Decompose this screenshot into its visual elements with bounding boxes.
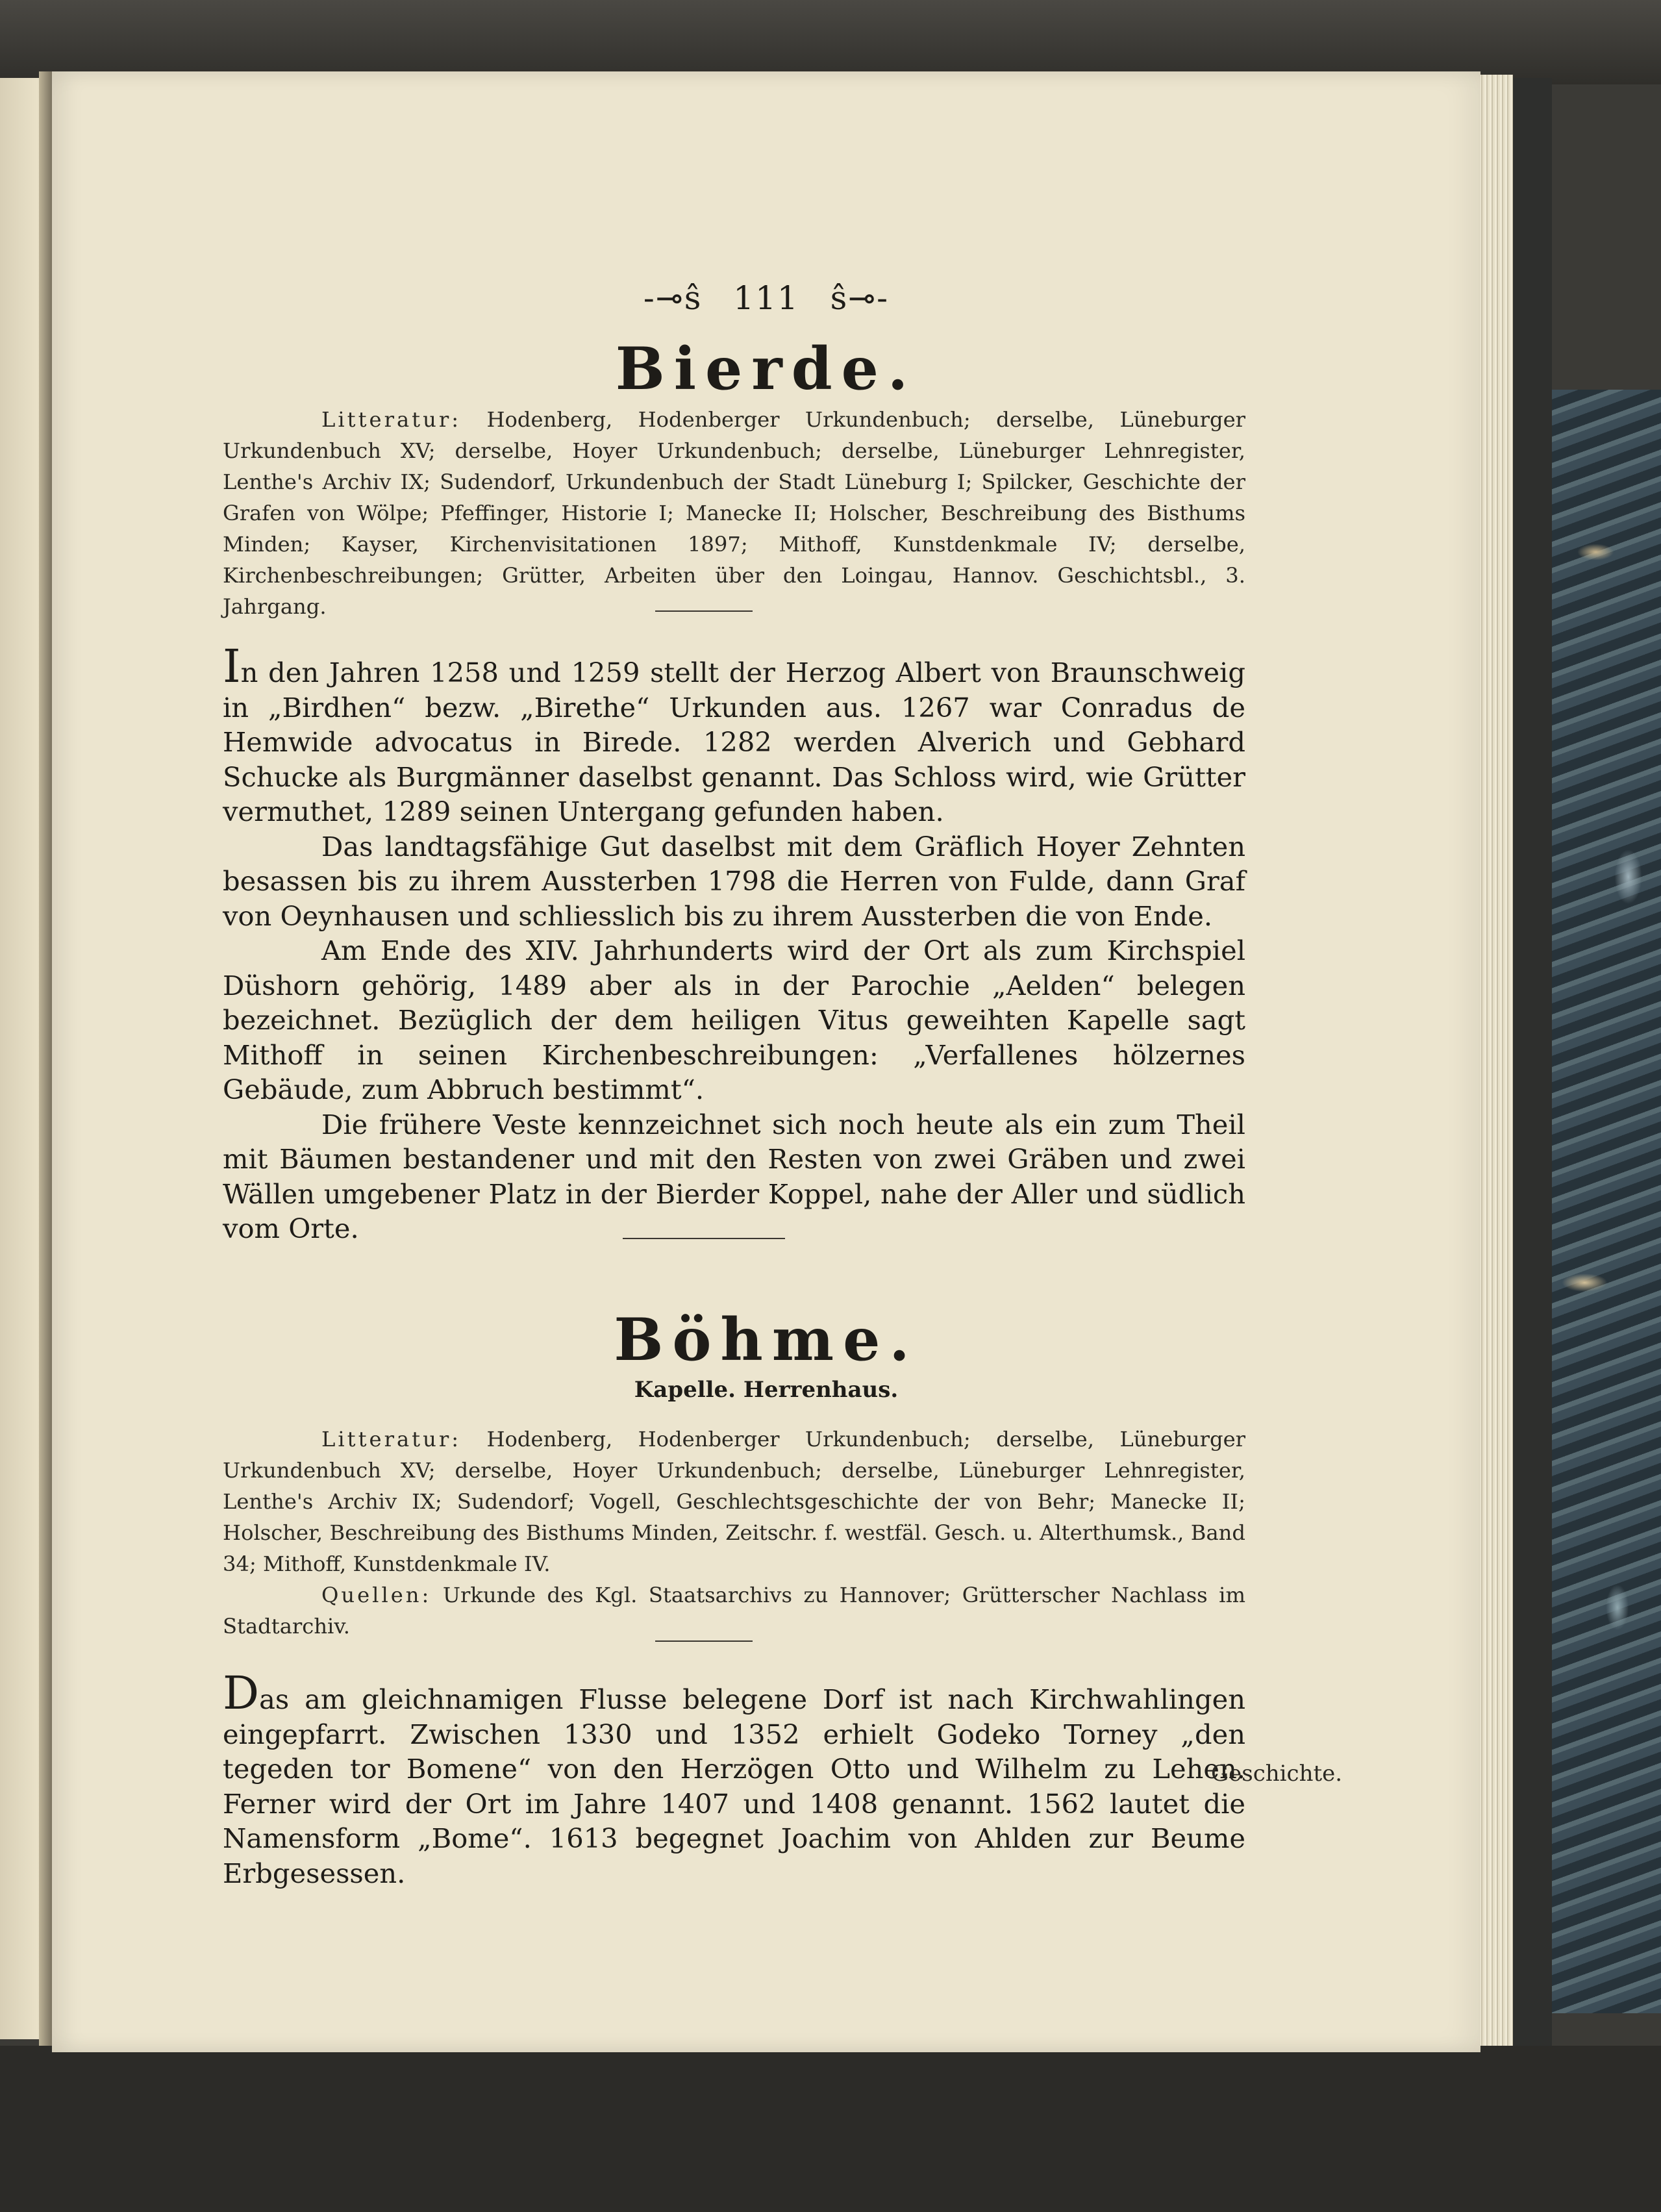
initial-letter: D (223, 1666, 260, 1720)
literature-block-boehme (223, 1424, 1245, 1642)
book-cover-board (1513, 78, 1552, 2052)
initial-letter: I (223, 640, 241, 693)
literature-label: Litteratur: (321, 407, 462, 432)
literature-label: Litteratur: (321, 1427, 462, 1452)
document-page (52, 71, 1480, 2052)
divider-rule (655, 1640, 753, 1642)
paragraph: Die frühere Veste kennzeichnet sich noch heute als ein zum Theil mit Bäumen bestandener und mit den Resten von zwei Gräben und zwei Wällen umgebener Platz in der Bierder Koppel, nahe der Aller und südlich vom Orte. (223, 1108, 1245, 1244)
literature-text: Hodenberg, Hodenberger Urkundenbuch; derselbe, Lüneburger Urkundenbuch XV; derselbe, Hoyer Urkundenbuch; derselbe, Lüneburger Lehnregister, Lenthe's Archiv IX; Sudendorf; Vogell, Geschlechtsgeschichte der von Behr; Manecke II; Holscher, Beschreibung des Bisthums Minden, Zeitschr. f. westfäl. Gesch. u. Alterthumsk., Band 34; Mithoff, Kunstdenkmale IV. (223, 1427, 1245, 1576)
paragraph: Am Ende des XIV. Jahrhunderts wird der Ort als zum Kirchspiel Düshorn gehörig, 1489 aber als in der Parochie „Aelden“ belegen bezeichnet. Bezüglich der dem heiligen Vitus geweihten Kapelle sagt Mithoff in seinen Kirchenbeschreibungen: „Verfallenes hölzernes Gebäude, zum Abbruch bestimmt“. (223, 935, 1245, 1105)
sources-text: Urkunde des Kgl. Staatsarchivs zu Hannover; Grütterscher Nachlass im Stadtarchiv. (223, 1583, 1245, 1639)
sources-label: Quellen: (321, 1583, 432, 1607)
literature-block-bierde (223, 404, 1245, 622)
scan-background-bottom (0, 2046, 1661, 2212)
section-subtitle: Kapelle. Herrenhaus. (634, 1377, 899, 1403)
marbled-endpaper (1552, 390, 1661, 2013)
body-text-boehme (223, 1666, 1245, 1891)
literature-text: Hodenberg, Hodenberger Urkundenbuch; derselbe, Lüneburger Urkundenbuch XV; derselbe, Hoyer Urkundenbuch; derselbe, Lüneburger Lehnregister, Lenthe's Archiv IX; Sudendorf, Urkundenbuch der Stadt Lüneburg I; Spilcker, Geschichte der Grafen von Wölpe; Pfeffinger, Historie I; Manecke II; Holscher, Beschreibung des Bisthums Minden; Kayser, Kirchenvisitationen 1897; Mithoff, Kunstdenkmale IV; derselbe, Kirchenbeschreibungen; Grütter, Arbeiten über den Loingau, Hannov. Geschichtsbl., 3. Jahrgang. (223, 407, 1245, 619)
page-number: 111 (733, 279, 799, 317)
ornament-left: -⊸ŝ (643, 279, 703, 317)
section-title-boehme: Böhme. (614, 1305, 919, 1374)
divider-rule (655, 610, 753, 612)
paragraph: as am gleichnamigen Flusse belegene Dorf ist nach Kirchwahlingen eingepfarrt. Zwischen 1330 und 1352 erhielt Godeko Torney „den tegeden tor Bomene“ von den Herzögen Otto und Wilhelm zu Lehen. Ferner wird der Ort im Jahre 1407 und 1408 genannt. 1562 lautet die Namensform „Bome“. 1613 begegnet Joachim von Ahlden zur Beume Erbgesessen. (223, 1683, 1245, 1889)
section-title-bierde: Bierde. (615, 334, 918, 403)
ornament-right: ŝ⊸- (830, 279, 890, 317)
body-text-bierde (223, 640, 1245, 1246)
paragraph: n den Jahren 1258 und 1259 stellt der Herzog Albert von Braunschweig in „Birdhen“ bezw. „Birethe“ Urkunden aus. 1267 war Conradus de Hemwide advocatus in Birede. 1282 werden Alverich und Gebhard Schucke als Burgmänner daselbst genannt. Das Schloss wird, wie Grütter vermuthet, 1289 seinen Untergang gefunden haben. (223, 657, 1245, 827)
section-divider-rule (623, 1238, 785, 1239)
paragraph: Das landtagsfähige Gut daselbst mit dem Gräflich Hoyer Zehnten besassen bis zu ihrem Aussterben 1798 die Herren von Fulde, dann Graf von Oeynhausen und schliesslich bis zu ihrem Aussterben die von Ende. (223, 830, 1245, 932)
page-header (52, 279, 1480, 317)
margin-note: Geschichte. (1211, 1761, 1343, 1787)
